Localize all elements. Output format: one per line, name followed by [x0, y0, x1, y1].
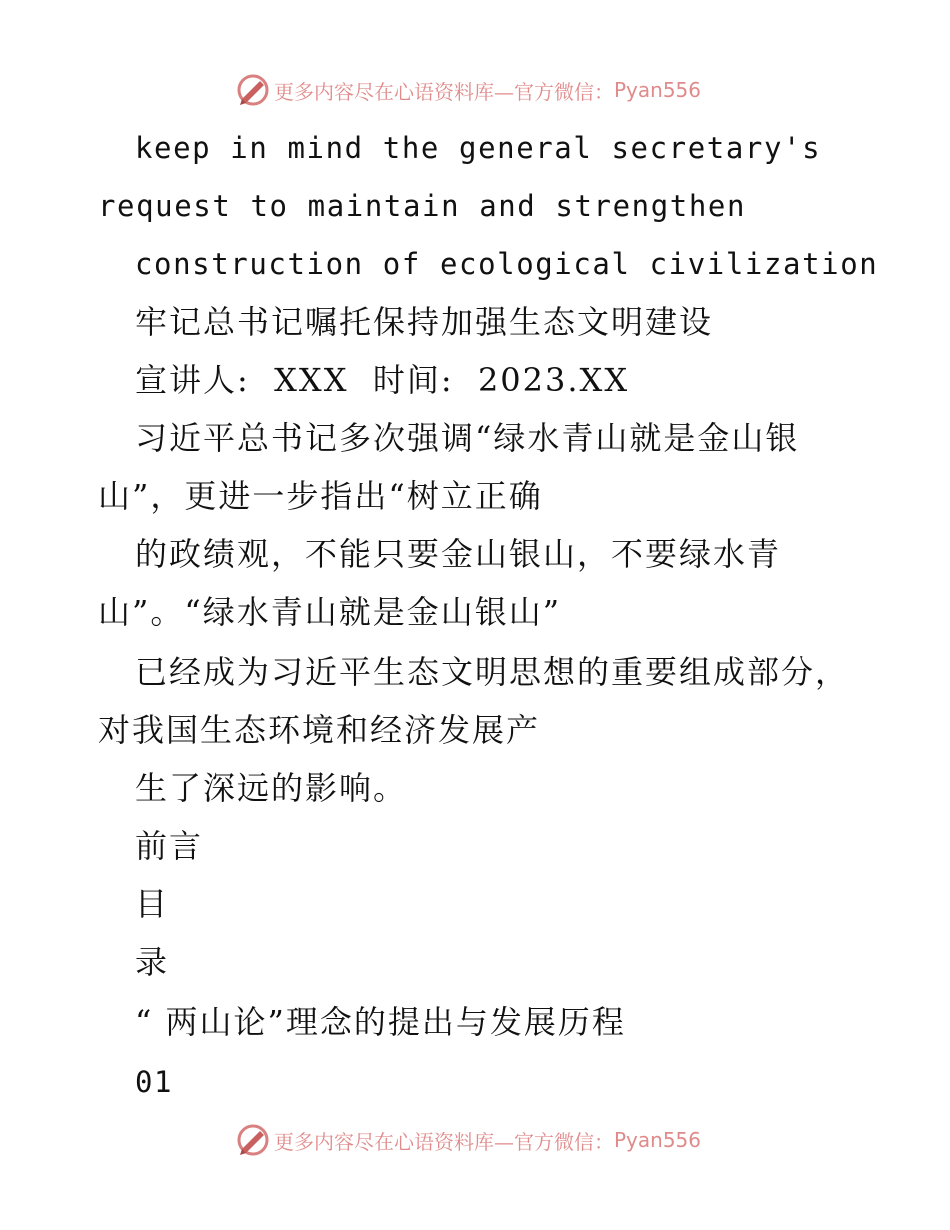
- section-heading-preface: 前言: [135, 827, 204, 865]
- watermark-text: 更多内容尽在心语资料库—官方微信：: [274, 79, 614, 104]
- paragraph-line: 山”。“绿水青山就是金山银山”: [98, 593, 562, 631]
- toc-item-title: “ 两山论”理念的提出与发展历程: [135, 1003, 626, 1041]
- watermark-wechat-id: Pyan556: [614, 1128, 702, 1152]
- toc-heading-char-2: 录: [135, 943, 170, 981]
- paragraph-line: 生了深远的影响。: [135, 769, 408, 807]
- english-title-line-1: keep in mind the general secretary's: [135, 131, 822, 165]
- pen-logo-icon: [236, 1123, 270, 1157]
- english-title-line-3: construction of ecological civilization: [135, 247, 879, 281]
- watermark-text: 更多内容尽在心语资料库—官方微信：: [274, 1129, 614, 1154]
- paragraph-line: 的政绩观，不能只要金山银山，不要绿水青: [135, 535, 782, 573]
- paragraph-line: 对我国生态环境和经济发展产: [98, 711, 541, 749]
- paragraph-line: 习近平总书记多次强调“绿水青山就是金山银: [135, 419, 800, 457]
- watermark-wechat-id: Pyan556: [614, 78, 702, 102]
- pen-logo-icon: [236, 73, 270, 107]
- toc-item-number: 01: [135, 1065, 174, 1099]
- watermark-banner-bottom: [236, 1122, 701, 1158]
- toc-heading-char-1: 目: [135, 885, 170, 923]
- paragraph-line: 已经成为习近平生态文明思想的重要组成部分，: [135, 653, 850, 691]
- english-title-line-2: request to maintain and strengthen: [98, 189, 747, 223]
- watermark-banner-top: [236, 72, 701, 108]
- paragraph-line: 山”，更进一步指出“树立正确: [98, 477, 543, 515]
- speaker-time-line: 宣讲人: XXX 时间: 2023.XX: [135, 361, 630, 399]
- chinese-title: 牢记总书记嘱托保持加强生态文明建设: [135, 303, 714, 341]
